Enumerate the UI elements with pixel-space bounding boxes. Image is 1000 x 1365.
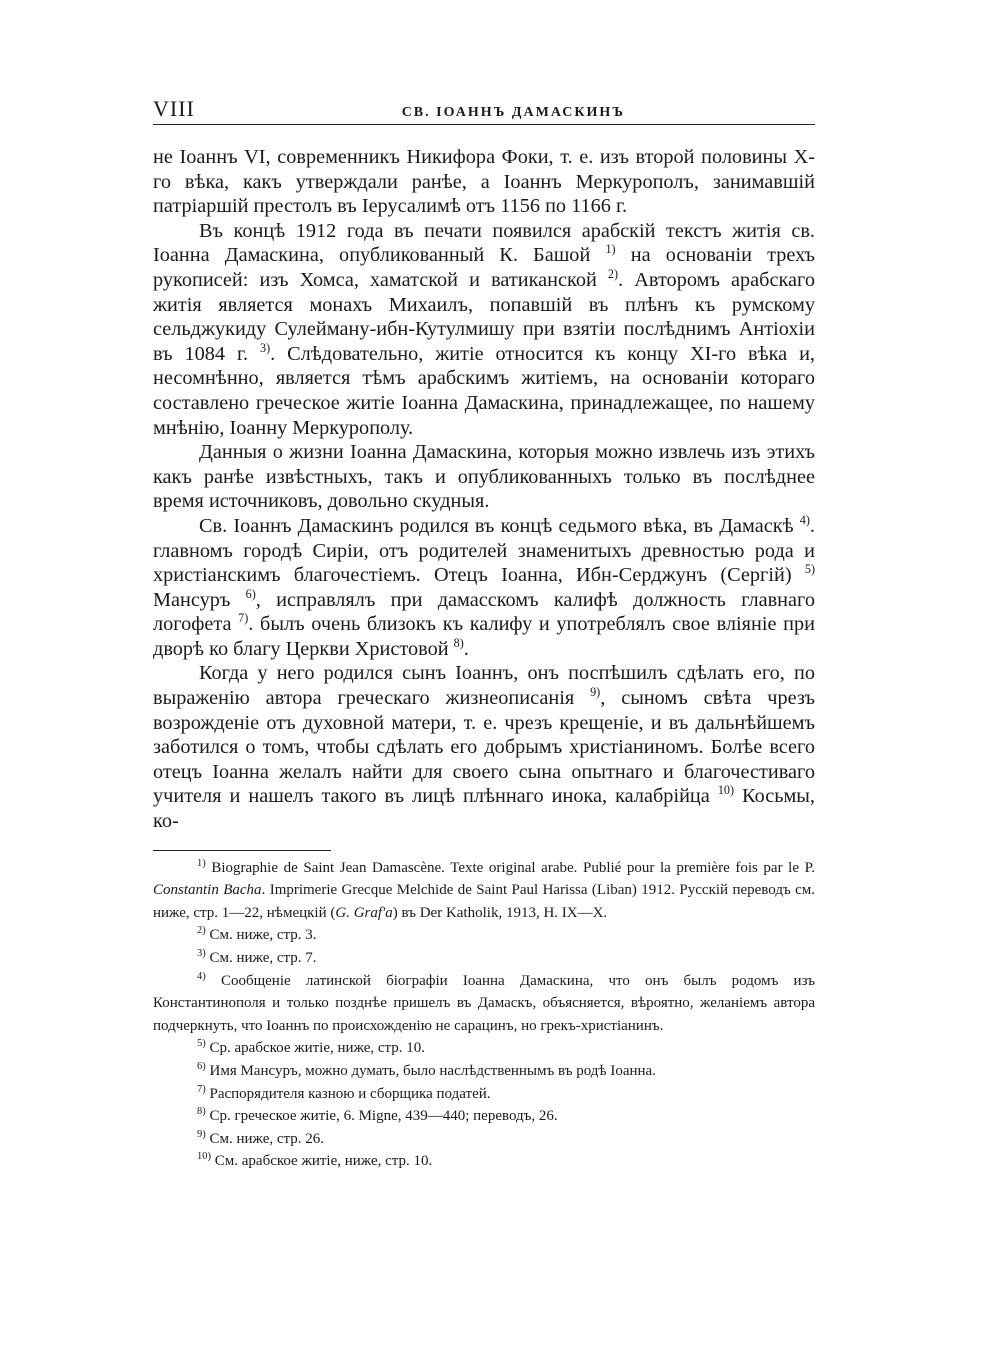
text-run: Данныя о жизни Іоанна Дамаскина, которыя можно извлечь изъ этихъ какъ ранѣе извѣстныхъ, такъ и опубликованныхъ только въ послѣднее время источниковъ, довольно скудныя. xyxy=(153,441,815,513)
text-run: Мансуръ xyxy=(153,588,246,611)
footnotes xyxy=(153,857,815,1173)
footnote-reference: 10) xyxy=(717,783,735,798)
footnote-separator xyxy=(153,850,331,851)
footnote xyxy=(153,970,815,1038)
footnote xyxy=(153,1128,815,1151)
footnote-marker: 10) xyxy=(197,1151,211,1163)
text-run: Въ концѣ 1912 года въ печати появился арабскій текстъ житія св. Іоанна Дамаскина, опубликованный К. Башой xyxy=(153,219,815,267)
footnote-marker: 2) xyxy=(197,925,206,937)
footnote-reference: 5) xyxy=(804,562,815,577)
text-run: . былъ очень близокъ къ калифу и употреблялъ свое вліяніе при дворѣ ко благу Церкви Христовой xyxy=(153,613,815,660)
text-run: Косьмы, ко- xyxy=(153,785,815,833)
footnote xyxy=(153,1037,815,1060)
footnote-reference: 9) xyxy=(590,685,601,700)
text-run: См. ниже, стр. 7. xyxy=(209,950,317,966)
footnote xyxy=(153,1150,815,1173)
text-run: . Imprimerie Grecque Melchide de Saint Paul Harissa (Liban) 1912. Русскій переводъ см. ниже, стр. 1—22, нѣмецкій ( xyxy=(153,882,816,921)
text-run: . xyxy=(463,637,469,660)
footnote-reference: 7) xyxy=(238,611,249,626)
text-run: ) въ Der Katholik, 1913, H. IX—X. xyxy=(392,904,608,921)
footnote-reference: 6) xyxy=(245,586,256,601)
book-page xyxy=(153,96,815,1173)
text-run: Имя Мансуръ, можно думать, было наслѣдственнымъ въ родѣ Іоанна. xyxy=(209,1062,656,1079)
footnote-reference: 2) xyxy=(607,267,619,282)
italic-text: G. Graf'a xyxy=(335,904,393,921)
text-run: См. ниже, стр. 26. xyxy=(209,1130,325,1147)
footnote-reference: 3) xyxy=(259,340,271,355)
italic-text: Constantin Bacha xyxy=(153,882,262,899)
text-run: Св. Іоаннъ Дамаскинъ родился въ концѣ седьмого вѣка, въ Дамаскѣ xyxy=(199,514,800,537)
text-run: . Авторомъ арабскаго житія является монахъ Михаилъ, попавшій въ плѣнъ къ румскому сельджукиду Сулейману-ибн-Кутулмишу при взятіи послѣднимъ Антіохіи въ 1084 г. xyxy=(153,268,815,365)
footnote-marker: 4) xyxy=(197,970,206,982)
text-run: Biographie de Saint Jean Damascène. Texte original arabe. Publié pour la première fois par le P. xyxy=(211,859,816,876)
footnote-reference: 4) xyxy=(799,513,810,528)
footnote xyxy=(153,947,815,970)
text-run: См. ниже, стр. 3. xyxy=(209,927,317,944)
text-run: . Слѣдовательно, житіе относится къ концу XI-го вѣка и, несомнѣнно, является тѣмъ арабскимъ житіемъ, на основаніи котораго составлено греческое житіе Іоанна Дамаскина, принадлежащее, по нашему мнѣнію, Іоанну Меркурополу. xyxy=(153,342,815,439)
footnote-reference: 1) xyxy=(605,242,616,257)
footnote-marker: 6) xyxy=(197,1060,206,1072)
text-run: не Іоаннъ VI, современникъ Никифора Фоки, т. е. изъ второй половины X-го вѣка, какъ утверждали ранѣе, а Іоаннъ Меркурополъ, занимавшій патріаршій престолъ въ Іерусалимѣ отъ 1156 по 1166 г. xyxy=(153,146,815,218)
page-header xyxy=(153,96,815,125)
text-run: Ср. греческое житіе, 6. Migne, 439—440; переводъ, 26. xyxy=(209,1108,558,1125)
paragraph xyxy=(153,440,815,514)
text-run: Ср. арабское житіе, ниже, стр. 10. xyxy=(209,1040,426,1057)
page-number: VIII xyxy=(153,96,195,121)
main-text xyxy=(153,145,815,834)
text-run: Сообщеніе латинской біографіи Іоанна Дамаскина, что онъ былъ родомъ изъ Константинополя и только позднѣе пришелъ въ Дамаскъ, объясняется, вѣроятно, желаніемъ автора подчеркнуть, что Іоаннъ по происхожденію не сарацинъ, но грекъ-христіанинъ. xyxy=(153,972,815,1034)
footnote-marker: 8) xyxy=(197,1106,206,1118)
running-title: СВ. ІОАННЪ ДАМАСКИНЪ xyxy=(401,105,625,120)
paragraph xyxy=(153,514,815,662)
paragraph xyxy=(153,219,815,440)
footnote-marker: 3) xyxy=(197,948,206,959)
footnote xyxy=(153,1105,815,1128)
text-run: , исправлялъ при дамасскомъ калифѣ должность главнаго логофета xyxy=(153,588,815,636)
text-run: См. арабское житіе, ниже, стр. 10. xyxy=(214,1153,433,1170)
text-run: Распорядителя казною и сборщика податей. xyxy=(209,1085,491,1102)
footnote xyxy=(153,1083,815,1106)
footnote-marker: 5) xyxy=(197,1038,206,1050)
paragraph xyxy=(153,661,815,833)
footnote-reference: 8) xyxy=(453,636,464,651)
footnote-marker: 7) xyxy=(197,1083,206,1095)
paragraph xyxy=(153,145,815,219)
text-run: Когда у него родился сынъ Іоаннъ, онъ поспѣшилъ сдѣлать его, по выраженію автора греческаго жизнеописанія xyxy=(153,662,815,710)
footnote xyxy=(153,857,815,925)
footnote-marker: 9) xyxy=(197,1128,206,1140)
text-run: на основаніи трехъ рукописей: изъ Хомса, хаматской и ватиканской xyxy=(153,244,816,291)
text-run: , сыномъ свѣта чрезъ возрожденіе отъ духовной матери, т. е. чрезъ крещеніе, и въ дальнѣйшемъ заботился о томъ, чтобы сдѣлать его добрымъ христіаниномъ. Болѣе всего отецъ Іоанна желалъ найти для своего сына опытнаго и благочестиваго учителя и нашелъ такого въ лицѣ плѣннаго инока, калабрійца xyxy=(153,687,815,808)
footnote xyxy=(153,1060,815,1083)
text-run: . главномъ городѣ Сиріи, отъ родителей знаменитыхъ древностью рода и христіанскимъ благочестіемъ. Отецъ Іоанна, Ибн-Серджунъ (Сергій) xyxy=(153,514,815,587)
footnote-marker: 1) xyxy=(197,857,206,869)
footnote xyxy=(153,924,815,947)
